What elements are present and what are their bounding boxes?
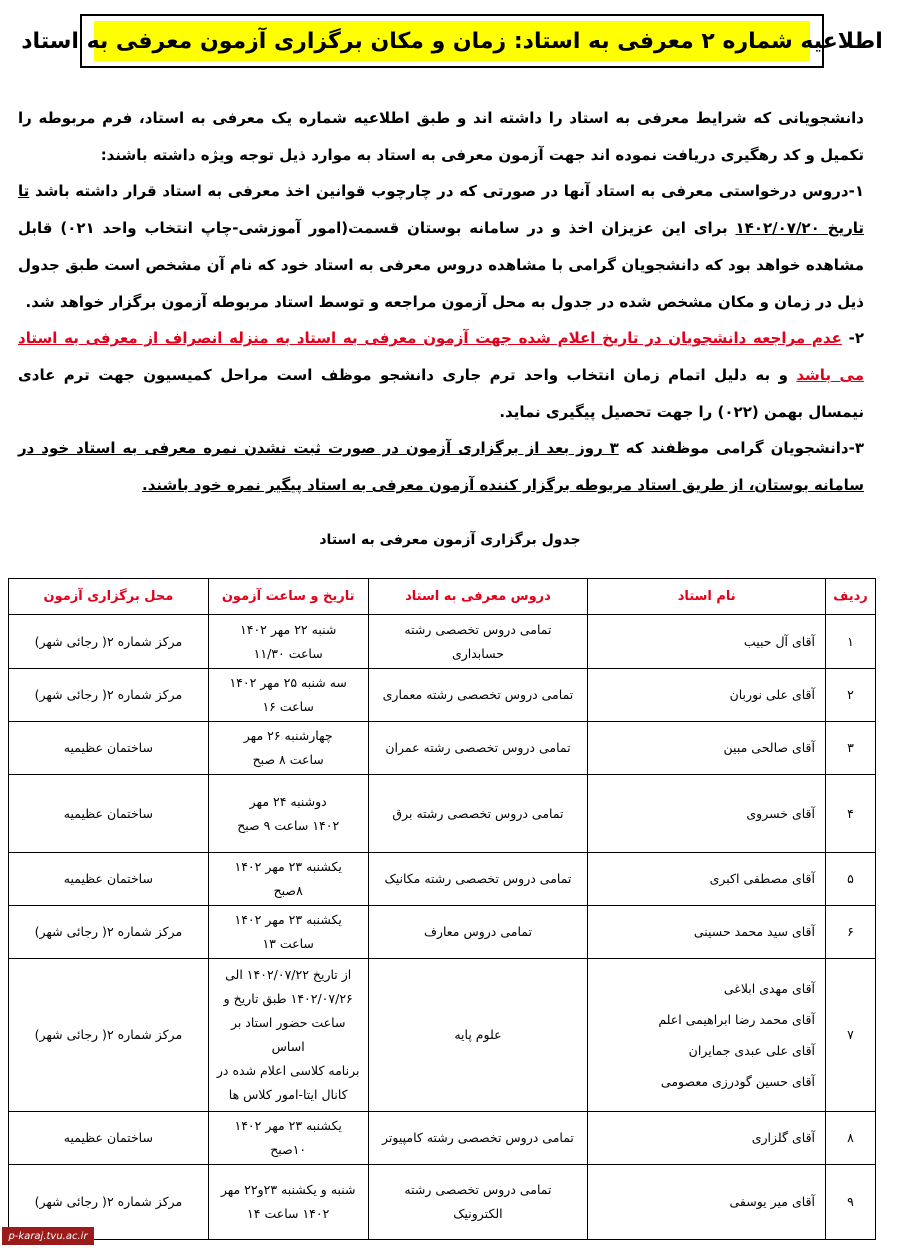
cell-datetime-line: ۱۰صبح	[270, 1142, 307, 1157]
header-courses: دروس معرفی به استاد	[368, 579, 588, 615]
cell-teacher: آقای خسروی	[588, 775, 826, 853]
cell-row-number: ۷	[826, 959, 876, 1112]
deadline-date: تا تاریخ ۱۴۰۲/۰۷/۲۰	[18, 182, 864, 238]
cell-datetime	[208, 853, 368, 906]
cell-location: ساختمان عظیمیه	[9, 722, 209, 775]
table-row	[9, 959, 876, 1112]
cell-row-number: ۸	[826, 1112, 876, 1165]
cell-courses-line: تمامی دروس تخصصی رشته کامپیوتر	[382, 1130, 574, 1145]
cell-courses	[368, 1165, 588, 1240]
cell-courses	[368, 959, 588, 1112]
cell-location: ساختمان عظیمیه	[9, 853, 209, 906]
cell-datetime	[208, 1165, 368, 1240]
cell-row-number: ۱	[826, 615, 876, 669]
item-3-underlined: ۳ روز بعد از برگزاری آزمون در صورت ثبت نشدن نمره معرفی به استاد خود در سامانه بوستان، از طریق استاد مربوطه برگزار کننده آزمون معرفی به استاد پیگیر نمره خود باشند.	[18, 439, 864, 495]
cell-courses-line: الکترونیک	[453, 1206, 503, 1221]
cell-teacher: آقای گلزاری	[588, 1112, 826, 1165]
cell-location: مرکز شماره ۲( رجائی شهر)	[9, 906, 209, 959]
table-row	[9, 775, 876, 853]
cell-courses-line: تمامی دروس تخصصی رشته عمران	[385, 740, 571, 755]
cell-datetime	[208, 1112, 368, 1165]
cell-row-number: ۴	[826, 775, 876, 853]
cell-courses	[368, 853, 588, 906]
cell-datetime	[208, 775, 368, 853]
cell-datetime-line: ۱۴۰۲ ساعت ۱۴	[247, 1206, 330, 1221]
cell-courses-line: تمامی دروس تخصصی رشته معماری	[382, 687, 574, 702]
cell-datetime-line: ۱۴۰۲/۰۷/۲۶ طبق تاریخ و	[223, 991, 353, 1006]
cell-teacher	[588, 959, 826, 1112]
cell-row-number: ۶	[826, 906, 876, 959]
cell-datetime-line: کانال ایتا-امور کلاس ها	[228, 1087, 348, 1102]
cell-datetime-line: ۸صبح	[273, 883, 303, 898]
cell-datetime-line: یکشنبه ۲۳ مهر ۱۴۰۲	[234, 1118, 342, 1133]
cell-courses	[368, 906, 588, 959]
cell-courses	[368, 775, 588, 853]
cell-teacher: آقای علی نوربان	[588, 669, 826, 722]
exam-schedule-table	[8, 578, 876, 1240]
cell-datetime	[208, 615, 368, 669]
table-row	[9, 669, 876, 722]
cell-row-number: ۹	[826, 1165, 876, 1240]
cell-courses	[368, 1112, 588, 1165]
table-row	[9, 722, 876, 775]
intro-paragraph: دانشجویانی که شرایط معرفی به استاد را داشته اند و طبق اطلاعیه شماره یک معرفی به استاد، فرم مربوطه را تکمیل و کد رهگیری دریافت نموده اند جهت آزمون معرفی به استاد به موارد ذیل توجه ویژه داشته باشند:	[18, 109, 864, 164]
table-row	[9, 906, 876, 959]
item-3: ۳-دانشجویان گرامی موظفند که ۳ روز بعد از برگزاری آزمون در صورت ثبت نشدن نمره معرفی به استاد خود در سامانه بوستان، از طریق استاد مربوطه برگزار کننده آزمون معرفی به استاد پیگیر نمره خود باشند.	[18, 439, 864, 495]
table-body	[9, 615, 876, 1240]
cell-datetime-line: چهارشنبه ۲۶ مهر	[243, 728, 333, 743]
cell-datetime-line: ساعت حضور استاد بر اساس	[230, 1015, 346, 1054]
cell-courses	[368, 669, 588, 722]
cell-datetime	[208, 669, 368, 722]
cell-datetime	[208, 959, 368, 1112]
table-row	[9, 1112, 876, 1165]
header-teacher: نام استاد	[588, 579, 826, 615]
cell-courses-line: حسابداری	[451, 645, 504, 661]
cell-datetime-line: دوشنبه ۲۴ مهر	[249, 793, 327, 809]
cell-datetime-line: شنبه ۲۲ مهر ۱۴۰۲	[240, 621, 337, 637]
cell-row-number: ۳	[826, 722, 876, 775]
cell-courses	[368, 722, 588, 775]
cell-datetime-line: از تاریخ ۱۴۰۲/۰۷/۲۲ الی	[225, 967, 352, 982]
cell-location: ساختمان عظیمیه	[9, 775, 209, 853]
cell-datetime-line: ساعت ۱۱/۳۰	[253, 645, 323, 661]
item-2: ۲- عدم مراجعه دانشجویان در تاریخ اعلام شده جهت آزمون معرفی به استاد به منزله انصراف از معرفی به استاد می باشد و به دلیل اتمام زمان انتخاب واحد ترم جاری دانشجو موظف است مراحل کمیسیون جهت ترم عادی نیمسال بهمن (۰۲۲) را جهت تحصیل پیگیری نماید.	[18, 329, 864, 421]
cell-datetime-line: ساعت ۱۶	[262, 699, 314, 714]
title-banner	[21, 14, 883, 68]
announcement-body	[18, 100, 864, 504]
cell-location: مرکز شماره ۲( رجائی شهر)	[9, 959, 209, 1112]
cell-datetime-line: یکشنبه ۲۳ مهر ۱۴۰۲	[234, 912, 342, 927]
page-title: اطلاعیه شماره ۲ معرفی به استاد: زمان و مکان برگزاری آزمون معرفی به استاد	[21, 28, 883, 54]
cell-teacher: آقای صالحی مبین	[588, 722, 826, 775]
cell-datetime	[208, 722, 368, 775]
cell-courses-line: تمامی دروس معارف	[423, 924, 532, 939]
cell-courses-line: تمامی دروس تخصصی رشته برق	[392, 805, 564, 821]
table-caption: جدول برگزاری آزمون معرفی به استاد	[319, 532, 581, 548]
teacher-name: آقای علی عبدی جمایران	[688, 1043, 816, 1058]
cell-location: ساختمان عظیمیه	[9, 1112, 209, 1165]
cell-location: مرکز شماره ۲( رجائی شهر)	[9, 1165, 209, 1240]
cell-datetime-line: شنبه و یکشنبه ۲۳و۲۲ مهر	[220, 1182, 356, 1197]
cell-teacher: آقای مصطفی اکبری	[588, 853, 826, 906]
cell-teacher: آقای آل حبیب	[588, 615, 826, 669]
table-row	[9, 615, 876, 669]
cell-teacher: آقای سید محمد حسینی	[588, 906, 826, 959]
cell-datetime-line: ساعت ۸ صبح	[252, 752, 324, 767]
header-location: محل برگزاری آزمون	[9, 579, 209, 615]
cell-courses-line: تمامی دروس تخصصی رشته مکانیک	[384, 871, 572, 886]
header-datetime: تاریخ و ساعت آزمون	[208, 579, 368, 615]
cell-datetime-line: یکشنبه ۲۳ مهر ۱۴۰۲	[234, 859, 342, 874]
header-row-number: ردیف	[826, 579, 876, 615]
cell-datetime-line: سه شنبه ۲۵ مهر ۱۴۰۲	[229, 675, 347, 690]
cell-courses	[368, 615, 588, 669]
site-watermark: p-karaj.tvu.ac.ir	[2, 1227, 94, 1245]
item-1: ۱-دروس درخواستی معرفی به استاد آنها در صورتی که در چارچوب قوانین اخذ معرفی به استاد قرار داشته باشد تا تاریخ ۱۴۰۲/۰۷/۲۰ برای این عزیزان اخذ و در سامانه بوستان قسمت(امور آموزشی-چاپ انتخاب واحد ۰۲۱) قابل مشاهده خواهد بود که دانشجویان گرامی با مشاهده دروس معرفی به استاد خود که نام آن مشخص است طبق جدول ذیل در زمان و مکان مشخص شده در جدول به محل آزمون مراجعه و توسط استاد مربوطه آزمون برگزار خواهد شد.	[18, 182, 865, 311]
teacher-name: آقای مهدی ابلاغی	[723, 981, 816, 996]
cell-courses-line: تمامی دروس تخصصی رشته	[404, 621, 552, 637]
teacher-name: آقای حسین گودرزی معصومی	[660, 1074, 816, 1089]
cell-location: مرکز شماره ۲( رجائی شهر)	[9, 669, 209, 722]
title-highlight	[21, 21, 883, 61]
table-row	[9, 1165, 876, 1240]
table-row	[9, 853, 876, 906]
cell-datetime	[208, 906, 368, 959]
cell-courses-line: تمامی دروس تخصصی رشته	[404, 1182, 552, 1197]
cell-row-number: ۵	[826, 853, 876, 906]
item-2-warning: عدم مراجعه دانشجویان در تاریخ اعلام شده جهت آزمون معرفی به استاد به منزله انصراف از معرفی به استاد می باشد	[18, 329, 864, 384]
cell-datetime-line: برنامه کلاسی اعلام شده در	[216, 1063, 360, 1078]
cell-location: مرکز شماره ۲( رجائی شهر)	[9, 615, 209, 669]
cell-row-number: ۲	[826, 669, 876, 722]
cell-courses-line: علوم پایه	[454, 1027, 502, 1042]
table-header-row	[9, 579, 876, 615]
cell-datetime-line: ساعت ۱۳	[262, 936, 314, 951]
cell-datetime-line: ۱۴۰۲ ساعت ۹ صبح	[237, 817, 340, 833]
teacher-name: آقای محمد رضا ابراهیمی اعلم	[658, 1012, 816, 1027]
cell-teacher: آقای میر یوسفی	[588, 1165, 826, 1240]
